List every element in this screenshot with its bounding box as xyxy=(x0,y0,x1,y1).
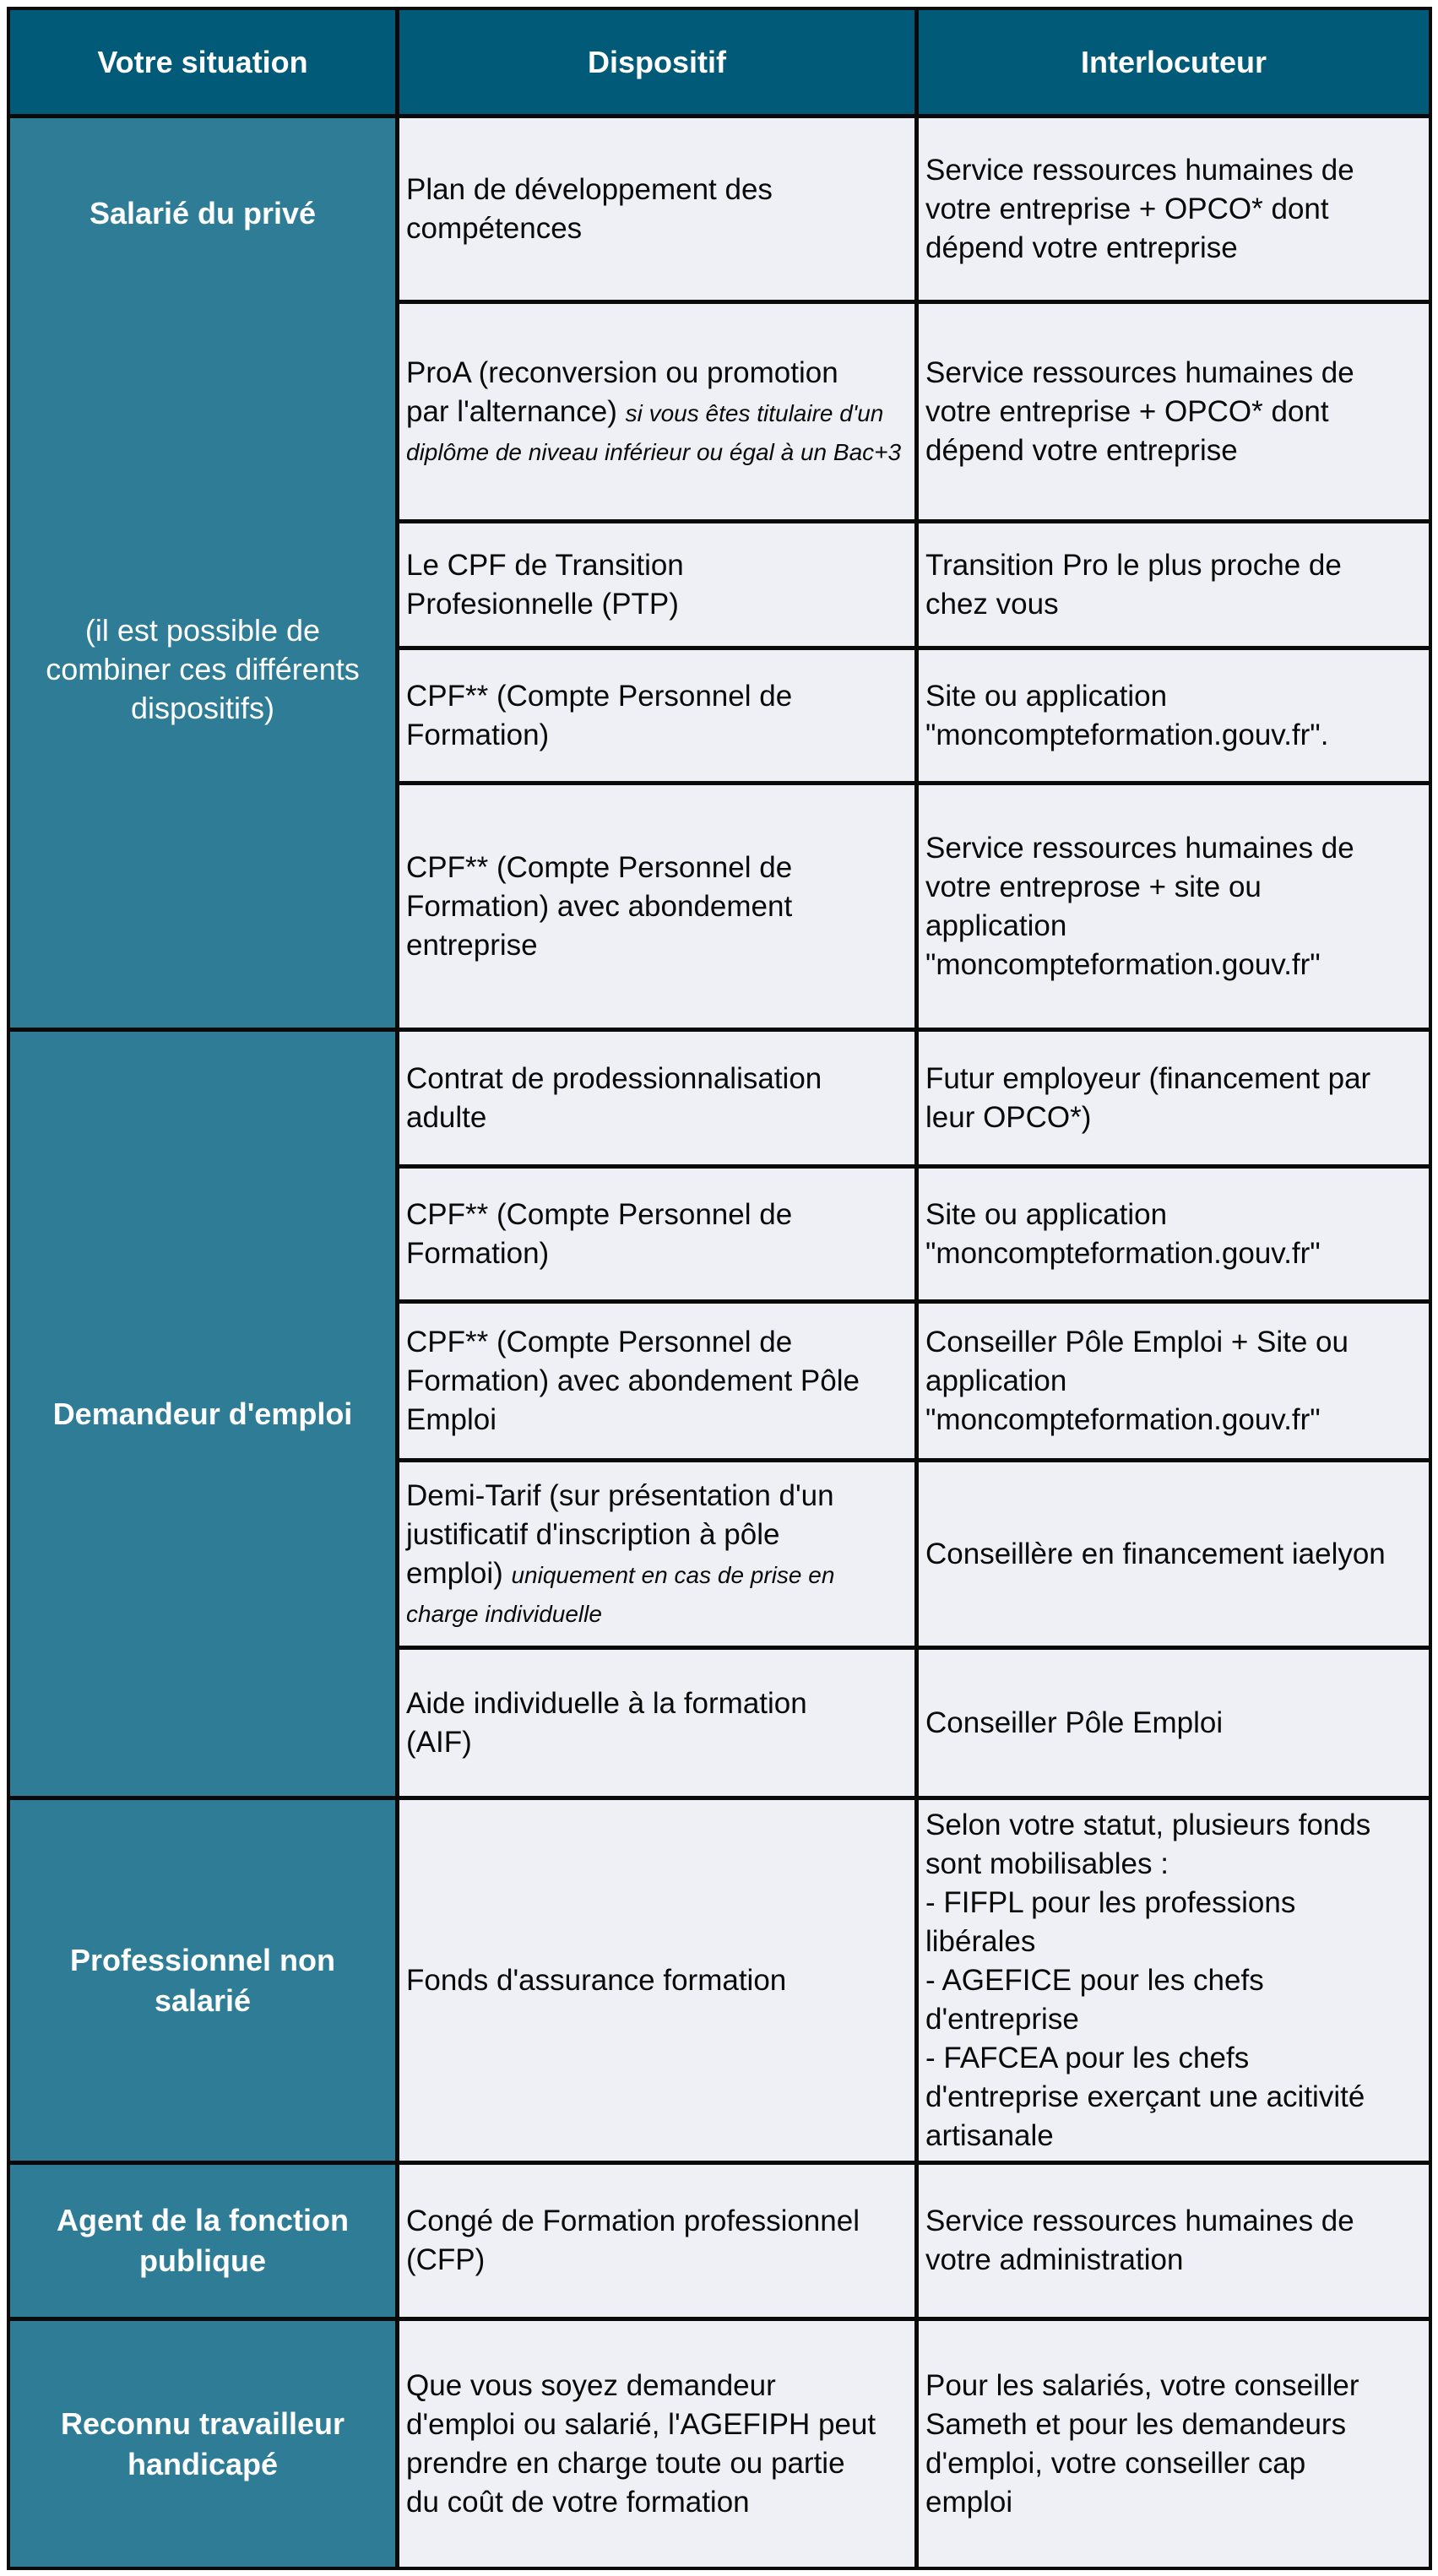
interlocuteur-cell xyxy=(919,304,1429,519)
interlocuteur-text: Conseiller Pôle Emploi xyxy=(925,1706,1224,1739)
dispositif-cell xyxy=(399,785,914,1028)
interlocuteur-text: Transition Pro le plus proche de chez vous xyxy=(925,548,1342,621)
dispositif-cell xyxy=(399,1304,914,1458)
dispositif-text: CPF** (Compte Personnel de Formation) xyxy=(406,1197,793,1270)
header-interlocuteur-label: Interlocuteur xyxy=(1080,44,1267,79)
interlocuteur-text: Site ou application "moncompteformation.gouv.fr". xyxy=(925,679,1329,751)
interlocuteur-text: Service ressources humaines de votre administration xyxy=(925,2205,1354,2276)
interlocuteur-text: Service ressources humaines de votre entreprise + OPCO* dont dépend votre entreprise xyxy=(925,355,1354,467)
dispositif-text: CPF** (Compte Personnel de Formation) avec abondement Pôle Emploi xyxy=(406,1325,860,1436)
dispositif-main: ProA (reconversion ou promotion par l'alternance) xyxy=(406,355,838,428)
situation-professionnel-non-salarie xyxy=(10,1800,395,2161)
interlocuteur-text: Conseillère en financement iaelyon xyxy=(925,1537,1386,1570)
situation-title: Demandeur d'emploi xyxy=(52,1396,353,1431)
interlocuteur-cell xyxy=(919,1304,1429,1458)
interlocuteur-cell xyxy=(919,785,1429,1028)
dispositif-text: CPF** (Compte Personnel de Formation) xyxy=(406,679,793,751)
interlocuteur-cell xyxy=(919,1650,1429,1796)
situation-travailleur-handicape xyxy=(10,2321,395,2567)
interlocuteur-text: Selon votre statut, plusieurs fonds sont mobilisables : - FIFPL pour les professions libérales - AGEFICE pour les chefs d'entreprise - FAFCEA pour les chefs d'entreprise exerçant une acitivité artisanale xyxy=(925,1808,1371,2152)
interlocuteur-text: Conseiller Pôle Emploi + Site ou application "moncompteformation.gouv.fr" xyxy=(925,1325,1348,1436)
header-dispositif-label: Dispositif xyxy=(587,44,726,79)
dispositif-cell xyxy=(399,523,914,646)
situation-demandeur-emploi xyxy=(10,1032,395,1796)
interlocuteur-cell xyxy=(919,2321,1429,2567)
dispositif-note: si vous êtes titulaire d'un diplôme de niveau inférieur ou égal à un Bac+3 xyxy=(406,399,902,465)
interlocuteur-text: Service ressources humaines de votre entreprose + site ou application "moncompteformation.gouv.fr" xyxy=(925,831,1354,981)
interlocuteur-cell xyxy=(919,650,1429,781)
situation-title: Agent de la fonction publique xyxy=(57,2203,349,2278)
situation-title: Salarié du privé xyxy=(89,196,317,230)
dispositif-text: Que vous soyez demandeur d'emploi ou salarié, l'AGEFIPH peut prendre en charge toute ou partie du coût de votre formation xyxy=(406,2368,876,2519)
header-situation-label: Votre situation xyxy=(97,44,308,79)
dispositif-cell xyxy=(399,1650,914,1796)
dispositif-cell xyxy=(399,118,914,300)
dispositif-text: Aide individuelle à la formation (AIF) xyxy=(406,1686,807,1759)
interlocuteur-cell xyxy=(919,523,1429,646)
funding-table xyxy=(7,7,1432,2570)
dispositif-text xyxy=(406,1477,908,1632)
header-interlocuteur xyxy=(919,10,1429,114)
dispositif-text: Plan de développement des compétences xyxy=(406,172,773,245)
interlocuteur-text: Pour les salariés, votre conseiller Sameth et pour les demandeurs d'emploi, votre conseiller cap emploi xyxy=(925,2368,1359,2519)
dispositif-cell xyxy=(399,1462,914,1646)
dispositif-note: uniquement en cas de prise en charge individuelle xyxy=(406,1561,835,1627)
dispositif-text: Congé de Formation professionnel (CFP) xyxy=(406,2205,860,2276)
dispositif-cell xyxy=(399,1169,914,1299)
situation-title: Professionnel non salarié xyxy=(69,1942,336,2018)
interlocuteur-text: Site ou application "moncompteformation.gouv.fr" xyxy=(925,1197,1321,1270)
interlocuteur-cell xyxy=(919,1462,1429,1646)
dispositif-text: Contrat de prodessionnalisation adulte xyxy=(406,1061,822,1134)
interlocuteur-text: Service ressources humaines de votre entreprise + OPCO* dont dépend votre entreprise xyxy=(925,153,1354,264)
interlocuteur-cell xyxy=(919,1169,1429,1299)
interlocuteur-cell xyxy=(919,2165,1429,2317)
interlocuteur-cell xyxy=(919,118,1429,300)
situation-title: Reconnu travailleur handicapé xyxy=(60,2405,345,2481)
dispositif-cell xyxy=(399,2165,914,2317)
interlocuteur-cell xyxy=(919,1800,1429,2161)
dispositif-cell xyxy=(399,304,914,519)
header-dispositif xyxy=(399,10,914,114)
interlocuteur-cell xyxy=(919,1032,1429,1164)
dispositif-text: Fonds d'assurance formation xyxy=(406,1963,787,1997)
situation-note: (il est possible de combiner ces différents dispositifs) xyxy=(46,613,360,725)
situation-salarie-prive xyxy=(10,118,395,1028)
dispositif-cell xyxy=(399,650,914,781)
dispositif-cell xyxy=(399,1032,914,1164)
dispositif-cell xyxy=(399,1800,914,2161)
header-situation xyxy=(10,10,395,114)
dispositif-text: Le CPF de Transition Profesionnelle (PTP) xyxy=(406,548,684,621)
dispositif-cell xyxy=(399,2321,914,2567)
situation-agent-fonction-publique xyxy=(10,2165,395,2317)
dispositif-text xyxy=(406,354,908,470)
interlocuteur-text: Futur employeur (financement par leur OPCO*) xyxy=(925,1061,1371,1134)
dispositif-text: CPF** (Compte Personnel de Formation) avec abondement entreprise xyxy=(406,850,793,962)
dispositif-main: Demi-Tarif (sur présentation d'un justificatif d'inscription à pôle emploi) xyxy=(406,1478,834,1590)
